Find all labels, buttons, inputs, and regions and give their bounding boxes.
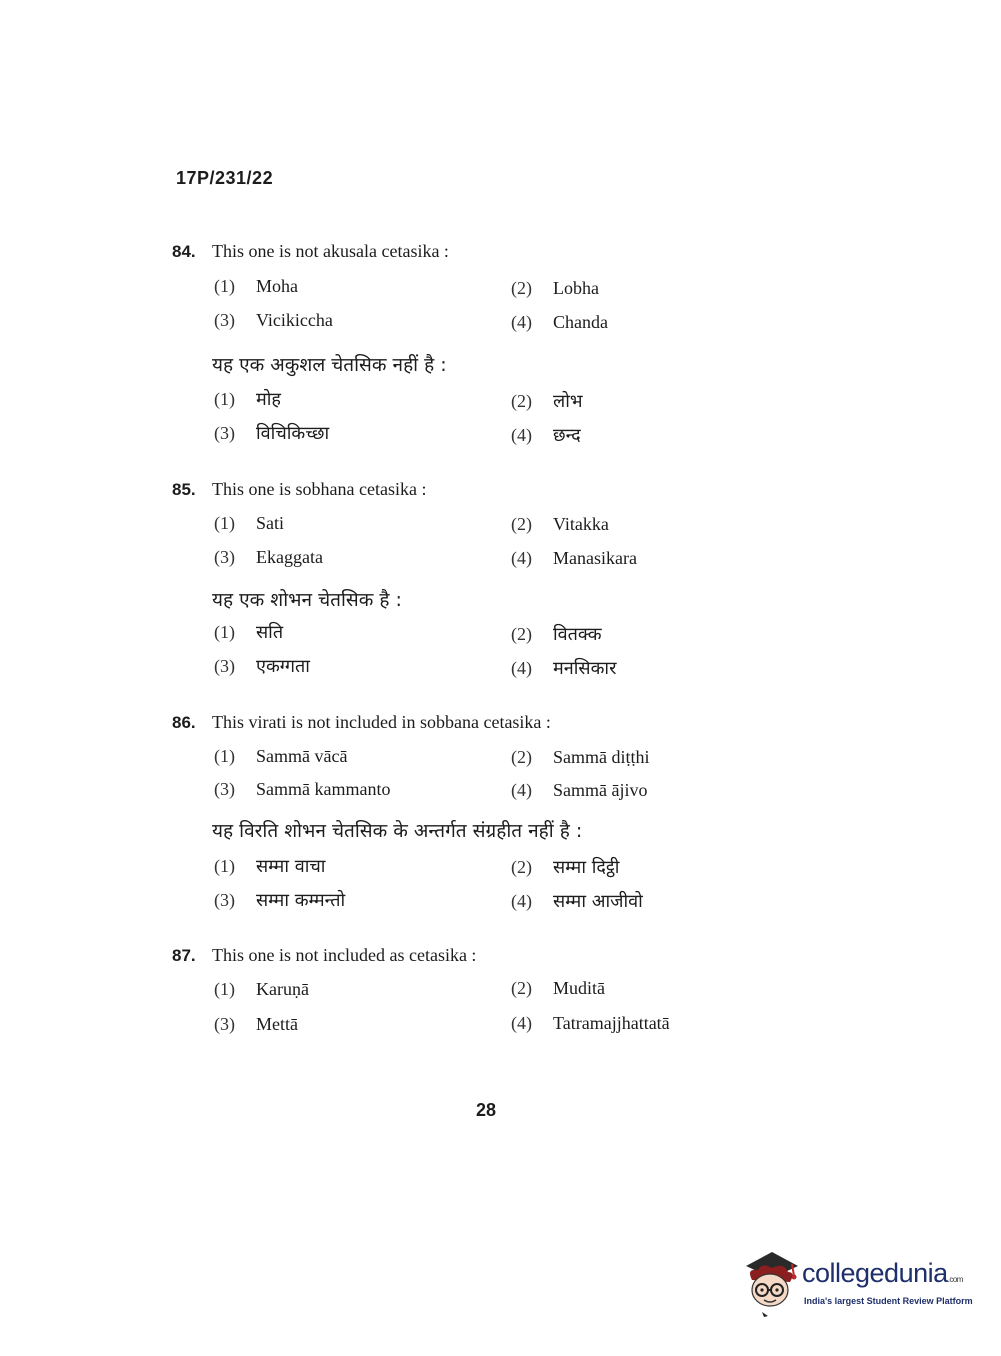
question-text: This one is not akusala cetasika :: [212, 241, 449, 261]
brand-name: collegedunia.com: [802, 1258, 963, 1288]
option-1: (1) Karuṇā: [214, 979, 309, 999]
option-4: (4) Manasikara: [511, 548, 637, 568]
option-3: (3) Ekaggata: [214, 547, 323, 567]
option-2: (2) Sammā diṭṭhi: [511, 747, 650, 767]
option-1: (1) Sammā vācā: [214, 746, 348, 766]
question-86: [172, 709, 732, 735]
option-4: (4) Chanda: [511, 312, 608, 332]
hindi-option-1: (1) सति: [214, 622, 284, 643]
hindi-option-4: (4) छन्द: [511, 425, 581, 446]
option-4: (4) Tatramajjhattatā: [511, 1013, 670, 1033]
option-2: (2) Lobha: [511, 278, 599, 298]
hindi-question-text: यह एक अकुशल चेतसिक नहीं है :: [212, 354, 447, 376]
option-3: (3) Vicikiccha: [214, 310, 333, 330]
hindi-option-3: (3) सम्मा कम्मन्तो: [214, 890, 346, 911]
question-number: 85.: [172, 480, 196, 499]
question-number: 87.: [172, 946, 196, 965]
hindi-option-3: (3) एकग्गता: [214, 656, 310, 677]
option-3: (3) Sammā kammanto: [214, 779, 391, 799]
question-85: [172, 476, 732, 502]
hindi-option-2: (2) सम्मा दिट्ठी: [511, 857, 620, 878]
option-3: (3) Mettā: [214, 1014, 298, 1034]
hindi-option-4: (4) सम्मा आजीवो: [511, 891, 643, 912]
hindi-option-1: (1) सम्मा वाचा: [214, 856, 326, 877]
option-4: (4) Sammā ājivo: [511, 780, 648, 800]
option-2: (2) Vitakka: [511, 514, 609, 534]
question-84: [172, 238, 732, 264]
question-text: This one is not included as cetasika :: [212, 945, 477, 965]
question-text: This one is sobhana cetasika :: [212, 479, 427, 499]
hindi-option-4: (4) मनसिकार: [511, 658, 617, 679]
option-1: (1) Sati: [214, 513, 285, 533]
hindi-option-2: (2) वितक्क: [511, 624, 602, 645]
question-number: 84.: [172, 242, 196, 261]
mascot-icon: [742, 1250, 802, 1318]
question-87: [172, 942, 732, 968]
page-number: 28: [476, 1100, 497, 1120]
brand-tagline: India's largest Student Review Platform: [804, 1296, 973, 1306]
option-1: (1) Moha: [214, 276, 298, 296]
question-text: This virati is not included in sobbana cetasika :: [212, 712, 551, 732]
option-2: (2) Muditā: [511, 978, 605, 998]
hindi-option-2: (2) लोभ: [511, 391, 583, 412]
collegedunia-watermark: [742, 1250, 972, 1320]
hindi-option-1: (1) मोह: [214, 389, 281, 410]
hindi-option-3: (3) विचिकिच्छा: [214, 423, 330, 444]
hindi-question-text: यह एक शोभन चेतसिक है :: [212, 589, 402, 611]
question-number: 86.: [172, 713, 196, 732]
hindi-question-text: यह विरति शोभन चेतसिक के अन्तर्गत संग्रहीत नहीं है :: [212, 820, 583, 842]
paper-code: 17P/231/22: [176, 168, 274, 188]
